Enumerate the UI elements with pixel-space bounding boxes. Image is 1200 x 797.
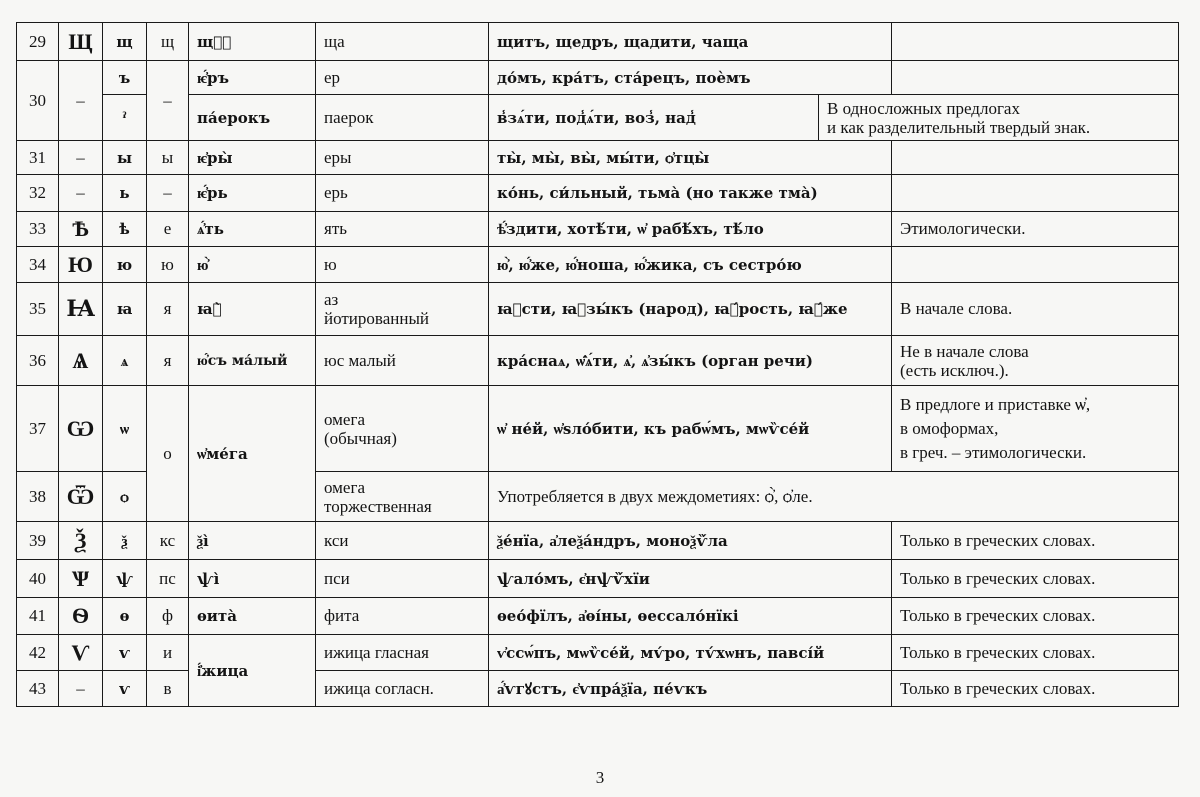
- examples: Употребляется в двух междометиях: ѻ҆̀, ѻ҆ле.: [489, 472, 1179, 522]
- row-number: 30: [17, 61, 59, 141]
- examples: ѣ҆́здити, хотѣ́ти, ѡ҆ рабѣ́хъ, тѣ́ло: [489, 212, 892, 247]
- row-number: 40: [17, 560, 59, 598]
- capital-letter: Ꙗ: [59, 283, 103, 336]
- note-line: и как разделительный твердый знак.: [827, 117, 1091, 137]
- note: [892, 141, 1179, 175]
- note-line: в омоформах,: [900, 418, 999, 438]
- capital-letter: Ѳ: [59, 598, 103, 635]
- examples: ю҆̀, ю҆́же, ю҆́ноша, ю҆́жика, съ сестро́ю: [489, 247, 892, 283]
- letter-name: ѧ҆́ть: [189, 212, 316, 247]
- letter-name-russian: кси: [316, 522, 489, 560]
- row-number: 29: [17, 23, 59, 61]
- examples: ко́нь, си́льный, тьма̀ (но также тма̀): [489, 175, 892, 212]
- note-line: В предлоге и приставке ѡ҆,: [900, 394, 1091, 414]
- letter-name: і҆́жица: [189, 635, 316, 707]
- lowercase-letter: ѯ: [103, 522, 147, 560]
- letter-name: ѱі̀: [189, 560, 316, 598]
- note: [819, 95, 1179, 141]
- row-number: 38: [17, 472, 59, 522]
- letter-name: ю҆́съ ма́лый: [189, 336, 316, 386]
- note: Только в греческих словах.: [892, 671, 1179, 707]
- letter-name: ѯі̀: [189, 522, 316, 560]
- name-line: омега: [324, 477, 365, 497]
- modern-letter: –: [147, 175, 189, 212]
- letter-name: ѡ҆ме́га: [189, 386, 316, 522]
- row-number: 34: [17, 247, 59, 283]
- letter-name-russian: ер: [316, 61, 489, 95]
- row-number: 37: [17, 386, 59, 472]
- table-row: [17, 386, 1179, 472]
- modern-letter: пс: [147, 560, 189, 598]
- modern-letter: кс: [147, 522, 189, 560]
- letter-name-russian: ижица гласная: [316, 635, 489, 671]
- page-number: 3: [595, 768, 605, 787]
- lowercase-letter: ѣ: [103, 212, 147, 247]
- name-line: омега: [324, 409, 365, 429]
- note: [892, 175, 1179, 212]
- capital-letter: Ѧ: [59, 336, 103, 386]
- examples: в̾зѧ́ти, под̾ѧ́ти, воз̾, над̾: [489, 95, 819, 141]
- capital-letter: Ѣ: [59, 212, 103, 247]
- table-row: [17, 141, 1179, 175]
- capital-letter: Ѯ: [59, 522, 103, 560]
- lowercase-letter: ˀ: [103, 95, 147, 141]
- row-number: 39: [17, 522, 59, 560]
- letter-name: ѥ҆́рь: [189, 175, 316, 212]
- letter-name: па́ерокъ: [189, 95, 316, 141]
- name-line: йотированный: [324, 309, 429, 328]
- lowercase-letter: ѻ: [103, 472, 147, 522]
- row-number: 41: [17, 598, 59, 635]
- letter-name-russian: [316, 283, 489, 336]
- note-line: В односложных предлогах: [827, 98, 1020, 118]
- capital-letter: Ѱ: [59, 560, 103, 598]
- note: [892, 247, 1179, 283]
- capital-letter: –: [59, 141, 103, 175]
- modern-letter: ю: [147, 247, 189, 283]
- letter-name-russian: пси: [316, 560, 489, 598]
- note: [892, 23, 1179, 61]
- letter-name-russian: ю: [316, 247, 489, 283]
- modern-letter: щ: [147, 23, 189, 61]
- letter-name: ѥ҆́ръ: [189, 61, 316, 95]
- letter-name-russian: [316, 386, 489, 472]
- letter-name: ѥ҆ры̀: [189, 141, 316, 175]
- letter-name-russian: ерь: [316, 175, 489, 212]
- row-number: 42: [17, 635, 59, 671]
- modern-letter: и: [147, 635, 189, 671]
- note: Только в греческих словах.: [892, 635, 1179, 671]
- table-row: [17, 560, 1179, 598]
- letter-name-russian: ять: [316, 212, 489, 247]
- capital-letter: Ѡ: [59, 386, 103, 472]
- letter-name: ѳита̀: [189, 598, 316, 635]
- row-number: 35: [17, 283, 59, 336]
- examples: ѳео́фїлъ, а҆ѳі́ны, ѳессало́нїкі: [489, 598, 892, 635]
- table-row: [17, 598, 1179, 635]
- lowercase-letter: щ: [103, 23, 147, 61]
- lowercase-letter: ѵ: [103, 635, 147, 671]
- table-row: [17, 336, 1179, 386]
- table-row: [17, 283, 1179, 336]
- lowercase-letter: ѳ: [103, 598, 147, 635]
- note: [892, 61, 1179, 95]
- capital-letter: –: [59, 61, 103, 141]
- row-number: 43: [17, 671, 59, 707]
- note: [892, 336, 1179, 386]
- lowercase-letter: ы: [103, 141, 147, 175]
- alphabet-table: [16, 22, 1179, 707]
- note: [892, 386, 1179, 472]
- letter-name-russian: ща: [316, 23, 489, 61]
- examples: ѵ҆ссѡ́пъ, мѡѷсе́й, мѵ́ро, тѵ́хѡнъ, павсі́й: [489, 635, 892, 671]
- modern-letter: в: [147, 671, 189, 707]
- lowercase-letter: ѵ: [103, 671, 147, 707]
- lowercase-letter: ѡ: [103, 386, 147, 472]
- table-row: [17, 247, 1179, 283]
- note-line: в греч. – этимологически.: [900, 442, 1087, 462]
- capital-letter: Ѿ: [59, 472, 103, 522]
- modern-letter: е: [147, 212, 189, 247]
- lowercase-letter: ѱ: [103, 560, 147, 598]
- row-number: 31: [17, 141, 59, 175]
- table-row: [17, 61, 1179, 95]
- capital-letter: Щ: [59, 23, 103, 61]
- examples: до́мъ, кра́тъ, ста́рецъ, поѐмъ: [489, 61, 892, 95]
- note: Только в греческих словах.: [892, 560, 1179, 598]
- capital-letter: –: [59, 671, 103, 707]
- examples: а҆́ѵгꙋстъ, є҆ѵпра́ѯїа, пе́ѵкъ: [489, 671, 892, 707]
- table-row: [17, 522, 1179, 560]
- examples: щитъ, щедръ, щадити, чаща: [489, 23, 892, 61]
- table-row: [17, 95, 1179, 141]
- note: Этимологически.: [892, 212, 1179, 247]
- note: Только в греческих словах.: [892, 598, 1179, 635]
- modern-letter: ф: [147, 598, 189, 635]
- modern-letter: я: [147, 336, 189, 386]
- examples: ѡ҆ не́й, ѡ҆ѕло́бити, къ рабѡ́мъ, мѡѷсе́й: [489, 386, 892, 472]
- letter-name-russian: [316, 472, 489, 522]
- modern-letter: ы: [147, 141, 189, 175]
- note-line: (есть исключ.).: [900, 360, 1009, 380]
- row-number: 36: [17, 336, 59, 386]
- name-line: (обычная): [324, 428, 397, 448]
- examples: ты̀, мы̀, вы̀, мы́ти, ѻ҆тцы̀: [489, 141, 892, 175]
- modern-letter: я: [147, 283, 189, 336]
- examples: ѯе́нїа, а҆леѯа́ндръ, моноѯѷ́ла: [489, 522, 892, 560]
- letter-name-russian: паерок: [316, 95, 489, 141]
- letter-name-russian: юс малый: [316, 336, 489, 386]
- letter-name: щⷶ҇: [189, 23, 316, 61]
- letter-name: ю҆̀: [189, 247, 316, 283]
- capital-letter: –: [59, 175, 103, 212]
- table-row: [17, 212, 1179, 247]
- modern-letter: –: [147, 61, 189, 141]
- letter-name-russian: фита: [316, 598, 489, 635]
- letter-name-russian: ижица согласн.: [316, 671, 489, 707]
- row-number: 33: [17, 212, 59, 247]
- capital-letter: Ѵ: [59, 635, 103, 671]
- lowercase-letter: ꙗ: [103, 283, 147, 336]
- letter-name: ꙗ҆̀: [189, 283, 316, 336]
- name-line: торжественная: [324, 496, 432, 516]
- note: В начале слова.: [892, 283, 1179, 336]
- note: Только в греческих словах.: [892, 522, 1179, 560]
- lowercase-letter: ъ: [103, 61, 147, 95]
- row-number: 32: [17, 175, 59, 212]
- examples: ѱало́мъ, є҆нѱѷ́хїи: [489, 560, 892, 598]
- letter-name-russian: еры: [316, 141, 489, 175]
- name-line: аз: [324, 290, 339, 309]
- lowercase-letter: ь: [103, 175, 147, 212]
- modern-letter: о: [147, 386, 189, 522]
- table-row: [17, 635, 1179, 671]
- examples: кра́снаѧ, ѡ҆̑ѧ́ти, ѧ҆, ѧ҆зы́къ (орган речи): [489, 336, 892, 386]
- examples: ꙗ҆сти, ꙗ҆зы́къ (народ), ꙗ҆́рость, ꙗ҆́же: [489, 283, 892, 336]
- lowercase-letter: ю: [103, 247, 147, 283]
- table-row: [17, 175, 1179, 212]
- note-line: Не в начале слова: [900, 341, 1029, 361]
- table-row: [17, 23, 1179, 61]
- capital-letter: Ю: [59, 247, 103, 283]
- lowercase-letter: ѧ: [103, 336, 147, 386]
